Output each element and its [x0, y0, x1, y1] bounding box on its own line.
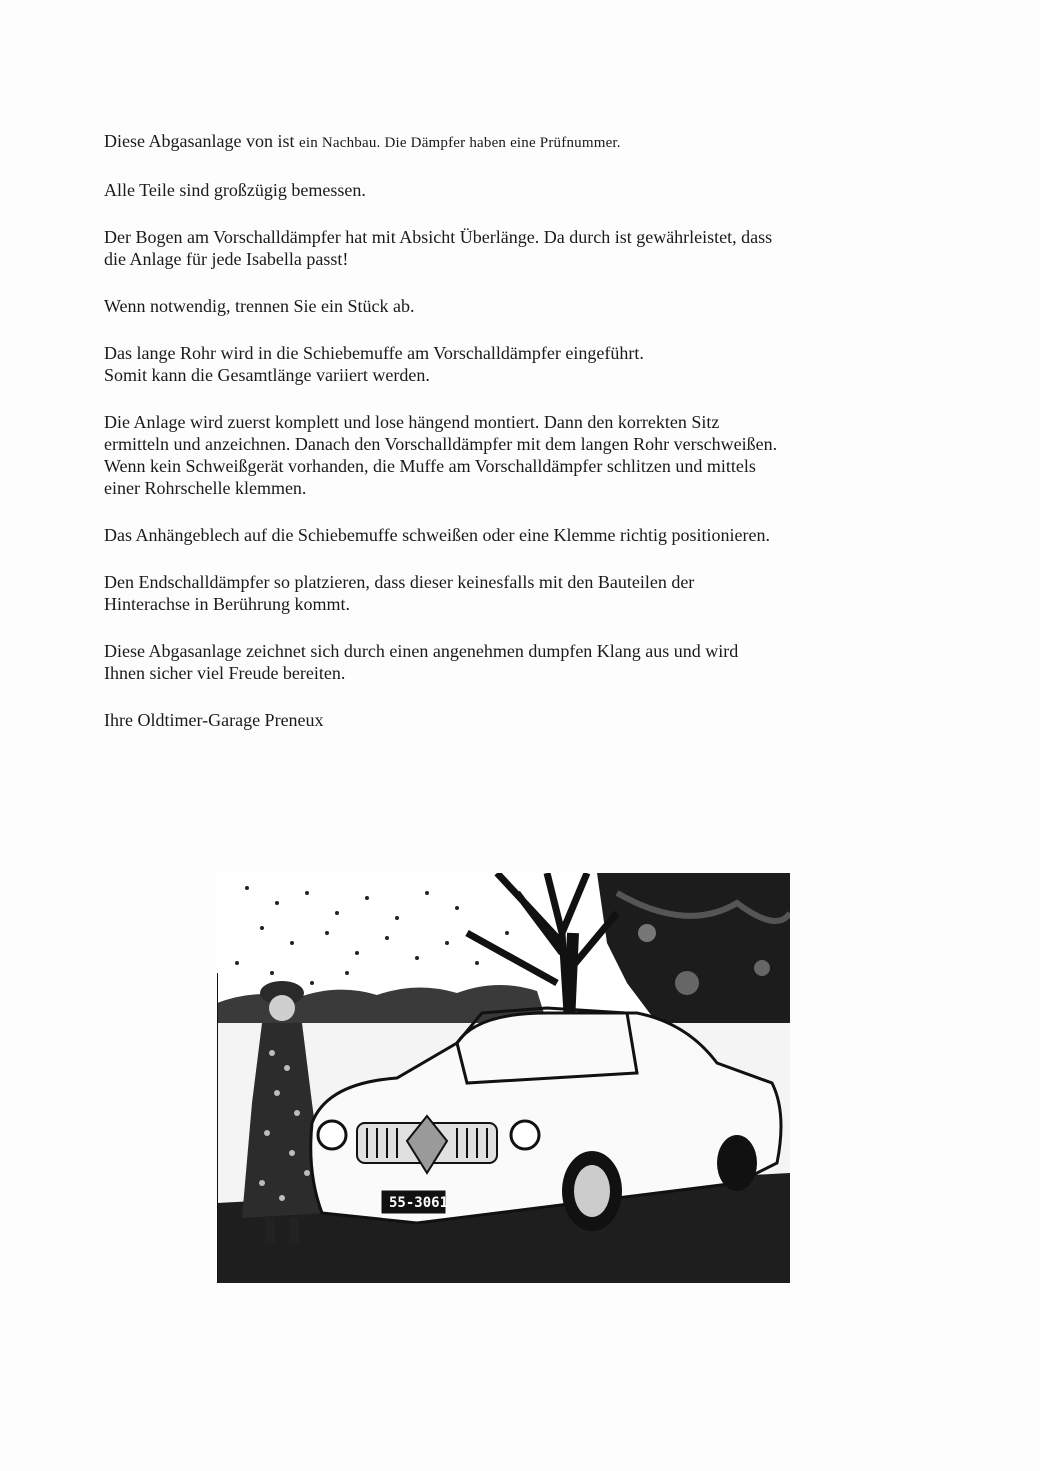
text-run-small: ein Nachbau. Die Dämpfer haben eine Prüfnummer.	[298, 135, 621, 151]
paragraph-cut	[104, 295, 904, 317]
text-line: Das lange Rohr wird in die Schiebemuffe am Vorschalldämpfer eingeführt.	[104, 343, 644, 363]
text-line: Den Endschalldämpfer so platzieren, dass dieser keinesfalls mit den Bauteilen der	[104, 572, 695, 592]
paragraph-parts	[104, 179, 904, 201]
letter-body	[104, 130, 904, 756]
text-line: die Anlage für jede Isabella passt!	[104, 249, 349, 269]
text-line: ermitteln und anzeichnen. Danach den Vorschalldämpfer mit dem langen Rohr verschweißen.	[104, 434, 778, 454]
text-line: Wenn notwendig, trennen Sie ein Stück ab.	[104, 296, 415, 316]
paragraph-mounting	[104, 411, 904, 499]
text-line: Ihnen sicher viel Freude bereiten.	[104, 663, 346, 683]
text-line: Die Anlage wird zuerst komplett und lose hängend montiert. Dann den korrekten Sitz	[104, 412, 720, 432]
text-line: Diese Abgasanlage zeichnet sich durch einen angenehmen dumpfen Klang aus und wird	[104, 641, 739, 661]
signature	[104, 709, 904, 731]
text-line: Alle Teile sind großzügig bemessen.	[104, 180, 366, 200]
text-line: Somit kann die Gesamtlänge variiert werden.	[104, 365, 430, 385]
text-line: Hinterachse in Berührung kommt.	[104, 594, 350, 614]
text-line: Der Bogen am Vorschalldämpfer hat mit Absicht Überlänge. Da durch ist gewährleistet, dass	[104, 227, 773, 247]
paragraph-pipe	[104, 342, 904, 386]
text-run: Diese Abgasanlage von ist	[104, 131, 299, 151]
paragraph-rear-muffler	[104, 571, 904, 615]
paragraph-bend	[104, 226, 904, 270]
license-plate: 55-3061	[389, 1195, 449, 1211]
text-line: einer Rohrschelle klemmen.	[104, 478, 307, 498]
text-line: Ihre Oldtimer-Garage Preneux	[104, 710, 324, 730]
paragraph-sound	[104, 640, 904, 684]
paragraph-intro	[104, 130, 904, 154]
text-line: Wenn kein Schweißgerät vorhanden, die Muffe am Vorschalldämpfer schlitzen und mittels	[104, 456, 756, 476]
text-line: Das Anhängeblech auf die Schiebemuffe schweißen oder eine Klemme richtig positionieren.	[104, 525, 770, 545]
text-line	[104, 130, 904, 154]
vintage-car-photo	[217, 873, 790, 1283]
photo-illustration	[217, 873, 790, 1283]
paragraph-bracket	[104, 524, 904, 546]
